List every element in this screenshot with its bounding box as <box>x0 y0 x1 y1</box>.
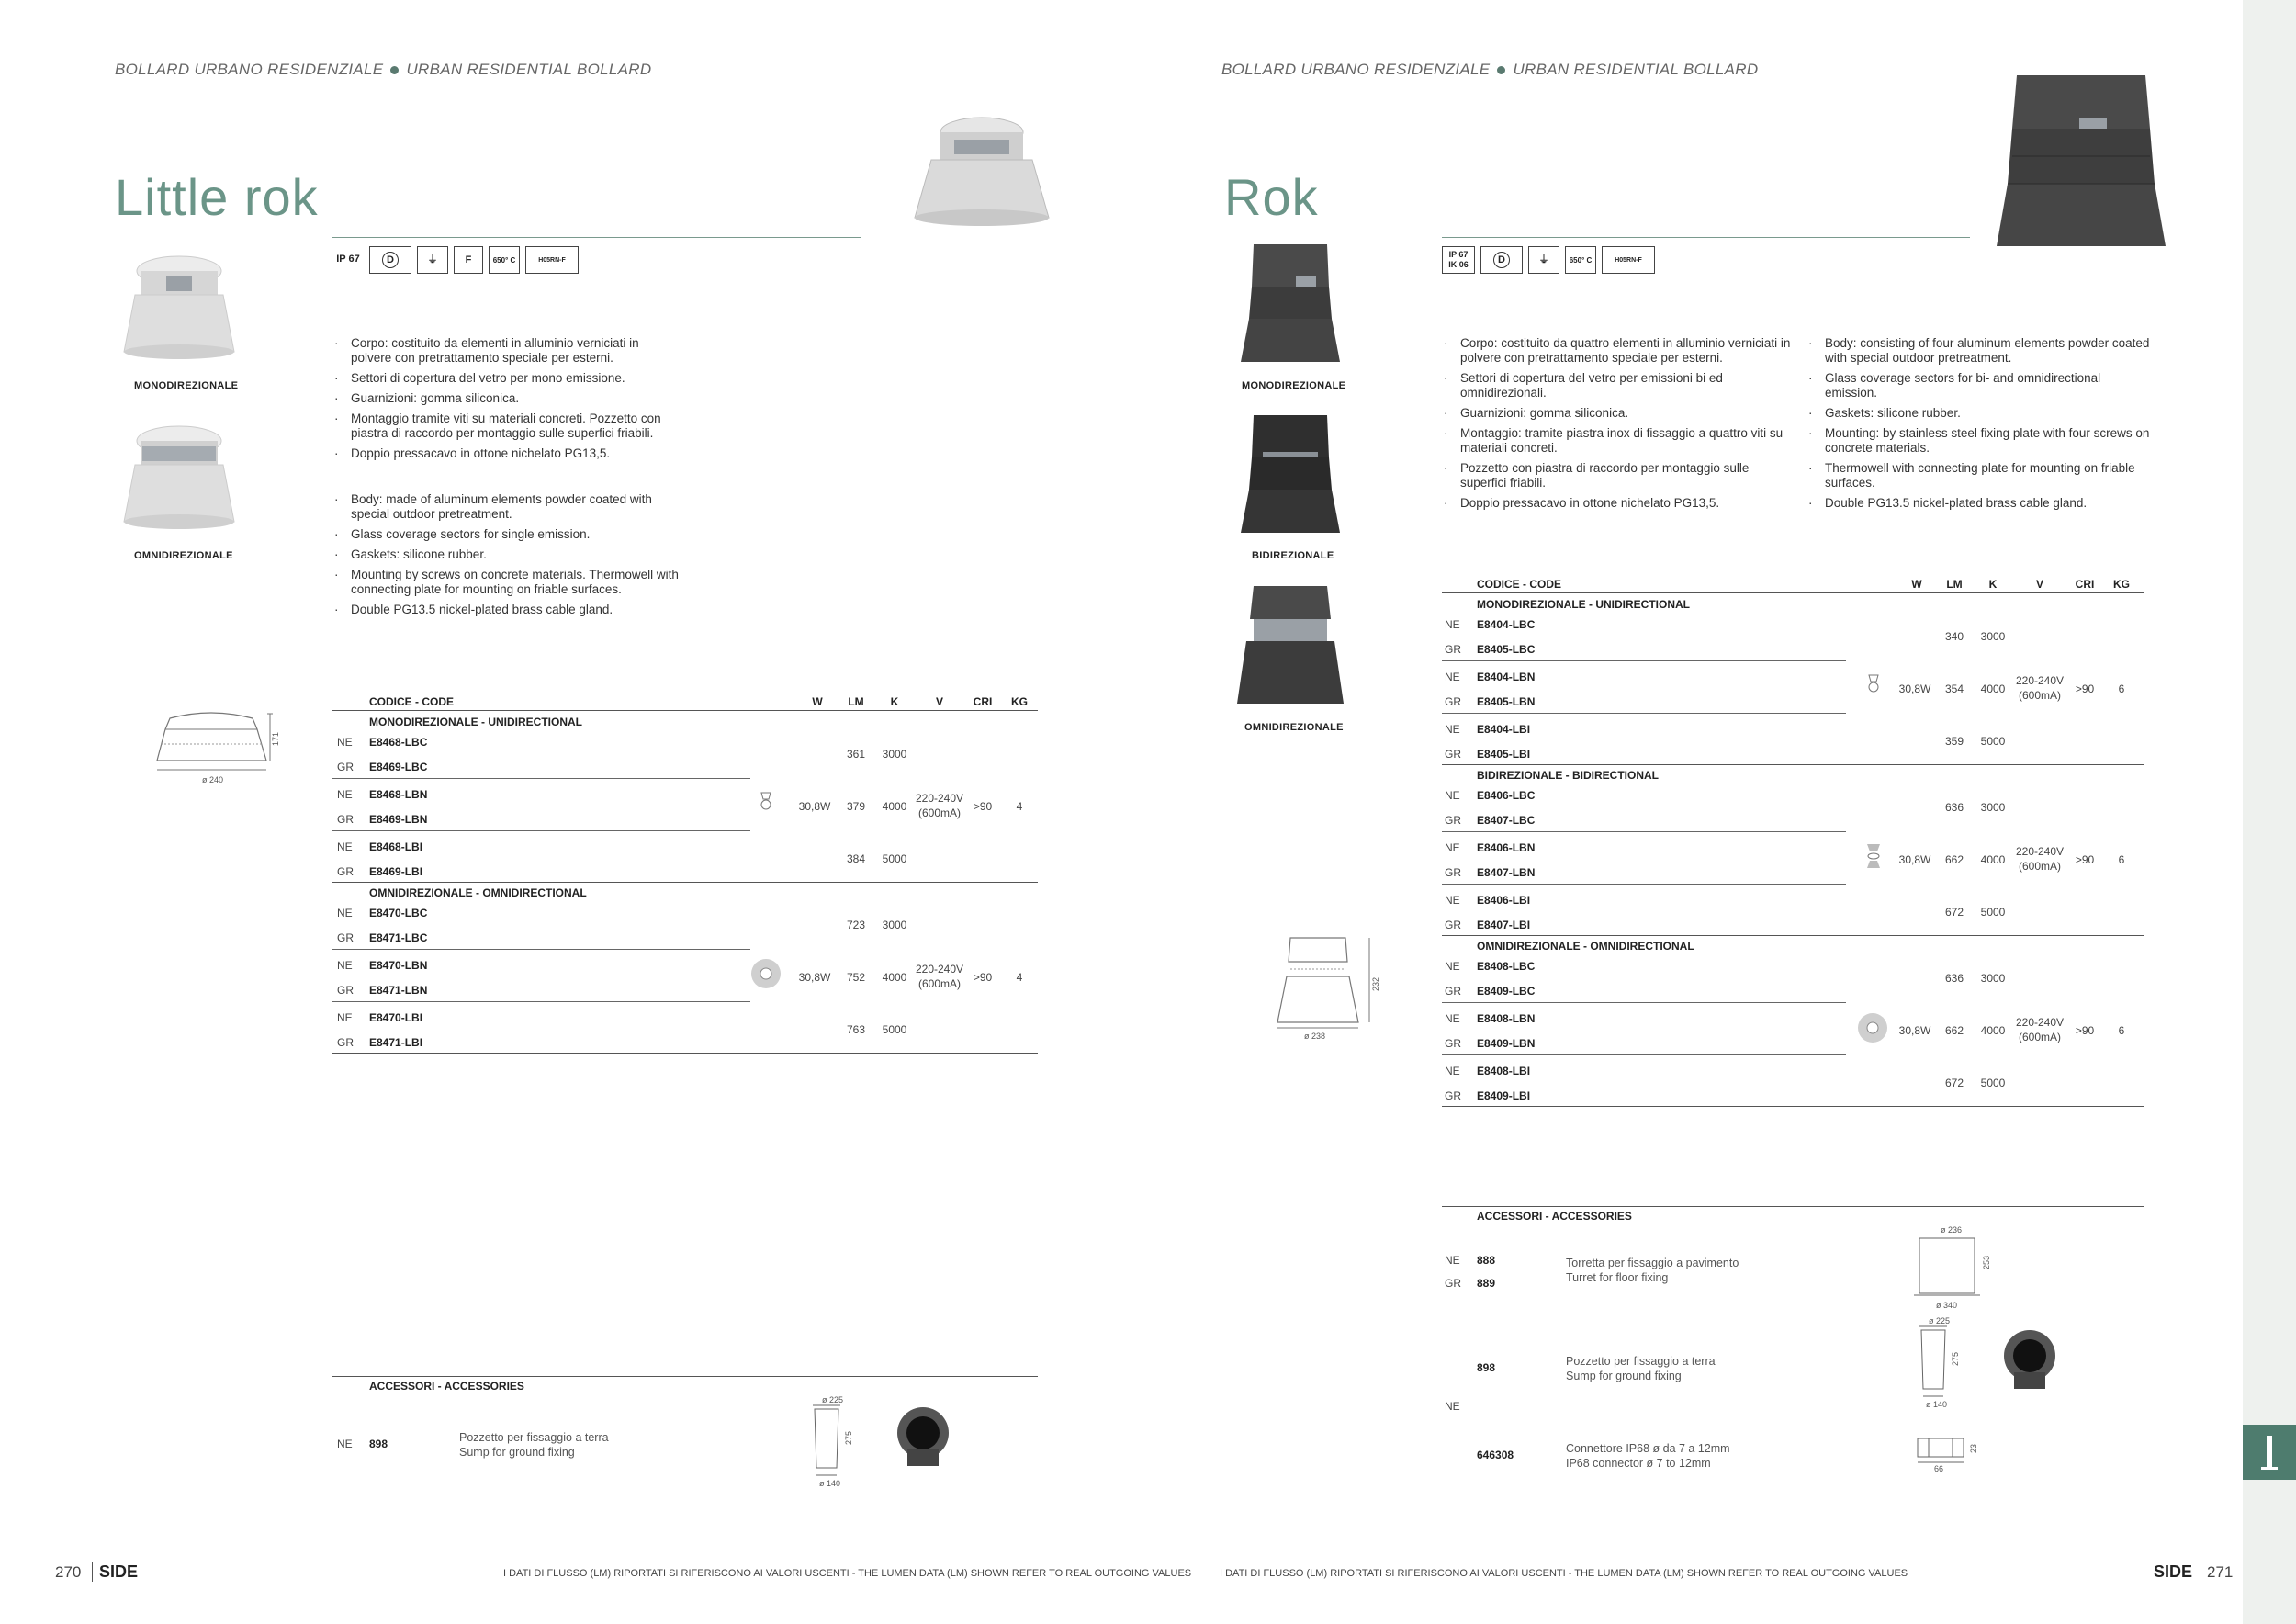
acc-finish: NE <box>337 1438 353 1450</box>
finish-cell: GR <box>337 813 354 826</box>
acc-code: 888 <box>1477 1254 1496 1267</box>
ip67-label: IP 67 <box>1448 250 1469 259</box>
v-cell: 220-240V <box>915 963 964 976</box>
right-variant-mono-image <box>1226 241 1355 369</box>
dim-label: 253 <box>1982 1255 1991 1269</box>
page-divider <box>92 1562 93 1582</box>
k-cell: 4000 <box>882 800 907 813</box>
left-variant-omni-label: OMNIDIREZIONALE <box>134 550 233 561</box>
bullet-item: · Mounting: by stainless steel fixing plate with four screws on concrete materials. <box>1806 426 2155 456</box>
dim-label: ø 225 <box>822 1395 844 1404</box>
cri-cell: >90 <box>2075 682 2095 695</box>
left-variant-mono-label: MONODIREZIONALE <box>134 380 239 391</box>
kg-cell: 4 <box>1016 800 1023 813</box>
k-cell: 4000 <box>1980 1024 2006 1037</box>
right-product-table <box>1442 576 2144 1109</box>
bullet-item: · Settori di copertura del vetro per mono emissione. <box>332 371 681 386</box>
left-footer-note: I DATI DI FLUSSO (LM) RIPORTATI SI RIFERISCONO AI VALORI USCENTI - THE LUMEN DATA (LM) SHOWN REFER TO REAL OUTGOING VALUES <box>503 1568 1192 1579</box>
cri-cell: >90 <box>973 800 993 813</box>
bullet-item: · Guarnizioni: gomma siliconica. <box>332 391 681 406</box>
finish-cell: GR <box>1445 1037 1461 1050</box>
col-cri: CRI <box>973 695 993 708</box>
acc-desc <box>1566 1256 1739 1285</box>
finish-cell: NE <box>337 959 353 972</box>
row-rule <box>332 949 750 950</box>
finish-cell: NE <box>337 907 353 919</box>
code-cell: E8468-LBI <box>369 840 423 853</box>
right-accessories-rule <box>1442 1206 2144 1207</box>
bullet-item: · Double PG13.5 nickel-plated brass cable gland. <box>332 603 681 617</box>
col-cri: CRI <box>2075 578 2095 591</box>
cri-cell: >90 <box>2075 1024 2095 1037</box>
code-cell: E8408-LBN <box>1477 1012 1536 1025</box>
row-rule <box>332 778 750 779</box>
code-cell: E8407-LBI <box>1477 919 1531 931</box>
code-cell: E8406-LBN <box>1477 841 1536 854</box>
section-title: BIDIREZIONALE - BIDIRECTIONAL <box>1477 769 1659 782</box>
col-code: CODICE - CODE <box>369 695 455 708</box>
lm-cell: 662 <box>1944 1024 1964 1037</box>
w-cell: 30,8W <box>798 971 831 984</box>
right-hero-product-image <box>1989 73 2173 257</box>
finish-cell: NE <box>1445 618 1460 631</box>
k-cell: 3000 <box>1980 801 2006 814</box>
col-k: K <box>890 695 899 708</box>
kg-cell: 4 <box>1016 971 1023 984</box>
sump-photo <box>891 1405 955 1470</box>
lm-cell: 672 <box>1944 906 1964 919</box>
finish-cell: GR <box>1445 866 1461 879</box>
section-title: MONODIREZIONALE - UNIDIRECTIONAL <box>1477 598 1690 611</box>
bullet-item: · Settori di copertura del vetro per emissioni bi ed omnidirezionali. <box>1442 371 1791 400</box>
code-cell: E8471-LBN <box>369 984 428 997</box>
right-accessories-title: ACCESSORI - ACCESSORIES <box>1477 1210 1632 1223</box>
left-drawing-width: ø 240 <box>202 775 224 784</box>
row-rule <box>1442 1054 1846 1055</box>
d-mark-label: D <box>382 252 399 268</box>
finish-cell: GR <box>1445 695 1461 708</box>
v-cell: 220-240V <box>2015 674 2065 687</box>
lm-cell: 636 <box>1944 972 1964 985</box>
acc-finish: NE <box>1445 1400 1460 1413</box>
lm-cell: 354 <box>1944 682 1964 695</box>
finish-cell: NE <box>337 788 353 801</box>
bullet-dot <box>390 66 399 74</box>
left-cert-icons <box>332 246 579 274</box>
row-rule <box>1442 660 1846 661</box>
lm-cell: 763 <box>846 1023 866 1036</box>
connector-drawing <box>1910 1433 1984 1473</box>
finish-cell: NE <box>1445 723 1460 736</box>
dim-label: ø 340 <box>1936 1301 1958 1310</box>
right-header-en: URBAN RESIDENTIAL BOLLARD <box>1513 61 1759 78</box>
lm-cell: 384 <box>846 852 866 865</box>
col-code: CODICE - CODE <box>1477 578 1562 591</box>
bullet-item: · Body: consisting of four aluminum elements powder coated with special outdoor pretreatment. <box>1806 336 2155 366</box>
row-rule <box>1442 884 1846 885</box>
ip67-icon: IP 67 <box>336 253 360 265</box>
code-cell: E8468-LBC <box>369 736 428 749</box>
ik06-label: IK 06 <box>1448 260 1469 269</box>
row-rule <box>332 830 750 831</box>
left-header-en: URBAN RESIDENTIAL BOLLARD <box>406 61 652 78</box>
kg-cell: 6 <box>2118 682 2125 695</box>
section-title: OMNIDIREZIONALE - OMNIDIRECTIONAL <box>369 886 587 899</box>
right-bullets-it <box>1442 336 1791 516</box>
cable-type-icon: H05RN-F <box>525 246 579 274</box>
section-rule <box>332 1053 1038 1054</box>
right-header <box>1221 61 1758 79</box>
acc-desc-en: Turret for floor fixing <box>1566 1271 1669 1284</box>
finish-cell: NE <box>337 1011 353 1024</box>
header-rule <box>332 710 1038 711</box>
w-cell: 30,8W <box>1898 682 1931 695</box>
sump-drawing <box>804 1394 868 1494</box>
right-title-rule <box>1442 237 1970 238</box>
code-cell: E8405-LBI <box>1477 748 1531 761</box>
bullet-item: · Glass coverage sectors for single emission. <box>332 527 681 542</box>
dim-label: ø 140 <box>1926 1400 1948 1409</box>
lm-cell: 672 <box>1944 1077 1964 1089</box>
v-cell-2: (600mA) <box>2018 1031 2061 1043</box>
section-title: MONODIREZIONALE - UNIDIRECTIONAL <box>369 716 582 728</box>
finish-cell: NE <box>1445 960 1460 973</box>
header-rule <box>1442 592 2144 593</box>
finish-cell: NE <box>1445 671 1460 683</box>
k-cell: 5000 <box>882 1023 907 1036</box>
w-cell: 30,8W <box>1898 853 1931 866</box>
acc-desc-it: Pozzetto per fissaggio a terra <box>459 1431 609 1444</box>
k-cell: 3000 <box>882 919 907 931</box>
d-mark-icon <box>369 246 411 274</box>
finish-cell: GR <box>337 1036 354 1049</box>
k-cell: 3000 <box>1980 630 2006 643</box>
right-variant-mono-label: MONODIREZIONALE <box>1242 380 1346 391</box>
right-bullets-en <box>1806 336 2155 516</box>
right-header-it: BOLLARD URBANO RESIDENZIALE <box>1221 61 1491 78</box>
section-rule <box>1442 1106 2144 1107</box>
col-w: W <box>812 695 823 708</box>
acc-code: 898 <box>1477 1361 1496 1374</box>
right-page-number: 271 <box>2207 1563 2234 1581</box>
acc-finish: NE <box>1445 1254 1460 1267</box>
right-variant-bi-label: BIDIREZIONALE <box>1252 550 1334 561</box>
left-header-it: BOLLARD URBANO RESIDENZIALE <box>115 61 384 78</box>
dim-label: ø 140 <box>819 1479 841 1488</box>
lm-cell: 752 <box>846 971 866 984</box>
code-cell: E8470-LBI <box>369 1011 423 1024</box>
kg-cell: 6 <box>2118 1024 2125 1037</box>
k-cell: 4000 <box>1980 853 2006 866</box>
earth-icon: ⏚ <box>1528 246 1559 274</box>
col-v: V <box>2035 578 2043 591</box>
f-mark-icon: F <box>454 246 483 274</box>
acc-desc-en: Sump for ground fixing <box>459 1446 575 1459</box>
finish-cell: GR <box>1445 919 1461 931</box>
code-cell: E8470-LBC <box>369 907 428 919</box>
col-v: V <box>935 695 943 708</box>
right-variant-omni-label: OMNIDIREZIONALE <box>1244 722 1344 733</box>
finish-cell: GR <box>1445 814 1461 827</box>
lm-cell: 636 <box>1944 801 1964 814</box>
row-rule <box>332 1001 750 1002</box>
code-cell: E8405-LBN <box>1477 695 1536 708</box>
acc-desc <box>1566 1441 1730 1471</box>
k-cell: 3000 <box>1980 972 2006 985</box>
code-cell: E8404-LBC <box>1477 618 1536 631</box>
bullet-item: · Guarnizioni: gomma siliconica. <box>1442 406 1791 421</box>
dim-label: ø 225 <box>1929 1316 1951 1325</box>
acc-code: 898 <box>369 1438 388 1450</box>
bullet-item: · Body: made of aluminum elements powder coated with special outdoor pretreatment. <box>332 492 681 522</box>
bi-emission-icon <box>1864 842 1883 870</box>
right-variant-bi-image <box>1226 412 1355 540</box>
code-cell: E8471-LBC <box>369 931 428 944</box>
section-tab[interactable] <box>2243 1425 2296 1480</box>
left-header <box>115 61 651 79</box>
col-lm: LM <box>1946 578 1963 591</box>
code-cell: E8471-LBI <box>369 1036 423 1049</box>
finish-cell: GR <box>1445 748 1461 761</box>
v-cell: 220-240V <box>2015 1016 2065 1029</box>
finish-cell: NE <box>1445 1065 1460 1077</box>
left-dimension-drawing <box>152 709 280 801</box>
lm-cell: 723 <box>846 919 866 931</box>
right-dimension-drawing <box>1272 932 1382 1043</box>
k-cell: 4000 <box>1980 682 2006 695</box>
d-mark-label: D <box>1493 252 1510 268</box>
sump-drawing <box>1910 1315 1975 1411</box>
section-title: OMNIDIREZIONALE - OMNIDIRECTIONAL <box>1477 940 1694 953</box>
bullet-item: · Doppio pressacavo in ottone nichelato PG13,5. <box>1442 496 1791 511</box>
acc-desc-en: Sump for ground fixing <box>1566 1370 1682 1382</box>
left-variant-omni-image <box>115 423 243 542</box>
bullet-item: · Glass coverage sectors for bi- and omnidirectional emission. <box>1806 371 2155 400</box>
code-cell: E8409-LBN <box>1477 1037 1536 1050</box>
bullet-item: · Double PG13.5 nickel-plated brass cable gland. <box>1806 496 2155 511</box>
dim-label: ø 236 <box>1941 1225 1963 1235</box>
acc-desc-it: Connettore IP68 ø da 7 a 12mm <box>1566 1442 1730 1455</box>
col-w: W <box>1911 578 1922 591</box>
omni-emission-icon <box>750 958 782 989</box>
acc-code: 889 <box>1477 1277 1496 1290</box>
section-rule <box>332 882 1038 883</box>
ip67-ik06-icon <box>1442 246 1475 274</box>
w-cell: 30,8W <box>798 800 831 813</box>
acc-desc-it: Torretta per fissaggio a pavimento <box>1566 1257 1739 1269</box>
bullet-item: · Mounting by screws on concrete materials. Thermowell with connecting plate for mounting on friable surfaces. <box>332 568 681 597</box>
finish-cell: GR <box>337 984 354 997</box>
code-cell: E8406-LBI <box>1477 894 1531 907</box>
finish-cell: GR <box>337 865 354 878</box>
right-drawing-height: 232 <box>1371 976 1380 991</box>
code-cell: E8409-LBI <box>1477 1089 1531 1102</box>
v-cell-2: (600mA) <box>917 977 961 990</box>
turret-drawing <box>1910 1224 1993 1312</box>
finish-cell: NE <box>1445 1012 1460 1025</box>
kg-cell: 6 <box>2118 853 2125 866</box>
left-product-table <box>332 694 1038 1061</box>
bullet-item: · Doppio pressacavo in ottone nichelato PG13,5. <box>332 446 681 461</box>
k-cell: 3000 <box>882 748 907 761</box>
finish-cell: GR <box>1445 985 1461 998</box>
right-cert-icons <box>1442 246 1655 274</box>
info-icon <box>2243 1425 2296 1480</box>
col-k: K <box>1988 578 1998 591</box>
k-cell: 5000 <box>1980 906 2006 919</box>
k-cell: 4000 <box>882 971 907 984</box>
acc-desc <box>1566 1354 1716 1383</box>
acc-desc-en: IP68 connector ø 7 to 12mm <box>1566 1457 1711 1470</box>
code-cell: E8468-LBN <box>369 788 428 801</box>
bullet-item: · Montaggio: tramite piastra inox di fissaggio a quattro viti su materiali concreti. <box>1442 426 1791 456</box>
finish-cell: GR <box>337 761 354 773</box>
col-kg: KG <box>1011 695 1028 708</box>
row-rule <box>1442 831 1846 832</box>
bullet-item: · Thermowell with connecting plate for mounting on friable surfaces. <box>1806 461 2155 491</box>
code-cell: E8407-LBC <box>1477 814 1536 827</box>
left-brand: SIDE <box>99 1562 139 1581</box>
lm-cell: 340 <box>1944 630 1964 643</box>
bullet-dot <box>1497 66 1505 74</box>
bullet-item: · Pozzetto con piastra di raccordo per montaggio sulle superfici friabili. <box>1442 461 1791 491</box>
lm-cell: 359 <box>1944 735 1964 748</box>
left-drawing-height: 171 <box>271 731 280 746</box>
cri-cell: >90 <box>2075 853 2095 866</box>
dim-label: 66 <box>1934 1464 1944 1473</box>
left-title-rule <box>332 237 861 238</box>
left-bullets-en <box>332 492 681 623</box>
v-cell-2: (600mA) <box>917 806 961 819</box>
glow-wire-icon: 650° C <box>1565 246 1596 274</box>
mono-emission-icon <box>759 791 773 811</box>
right-title: Rok <box>1224 168 1319 226</box>
left-variant-mono-image <box>115 253 243 372</box>
v-cell: 220-240V <box>2015 845 2065 858</box>
finish-cell: NE <box>337 840 353 853</box>
row-rule <box>1442 1002 1846 1003</box>
v-cell-2: (600mA) <box>2018 689 2061 702</box>
section-rule <box>1442 935 2144 936</box>
bullet-item: · Gaskets: silicone rubber. <box>1806 406 2155 421</box>
v-cell: 220-240V <box>915 792 964 805</box>
left-accessories-title: ACCESSORI - ACCESSORIES <box>369 1380 524 1393</box>
right-variant-omni-image <box>1226 579 1355 716</box>
v-cell-2: (600mA) <box>2018 860 2061 873</box>
acc-desc-it: Pozzetto per fissaggio a terra <box>1566 1355 1716 1368</box>
code-cell: E8469-LBN <box>369 813 428 826</box>
d-mark-icon <box>1480 246 1523 274</box>
k-cell: 5000 <box>882 852 907 865</box>
bullet-item: · Gaskets: silicone rubber. <box>332 547 681 562</box>
cable-type-icon: H05RN-F <box>1602 246 1655 274</box>
left-bullets-it <box>332 336 681 467</box>
code-cell: E8404-LBI <box>1477 723 1531 736</box>
finish-cell: GR <box>337 931 354 944</box>
k-cell: 5000 <box>1980 735 2006 748</box>
sump-photo <box>1998 1328 2062 1393</box>
code-cell: E8469-LBI <box>369 865 423 878</box>
right-footer-note: I DATI DI FLUSSO (LM) RIPORTATI SI RIFERISCONO AI VALORI USCENTI - THE LUMEN DATA (LM) SHOWN REFER TO REAL OUTGOING VALUES <box>1220 1568 1908 1579</box>
earth-icon: ⏚ <box>417 246 448 274</box>
dim-label: 275 <box>1951 1351 1960 1366</box>
lm-cell: 361 <box>846 748 866 761</box>
bullet-item: · Corpo: costituito da elementi in alluminio verniciati in polvere con pretrattamento speciale per esterni. <box>332 336 681 366</box>
code-cell: E8470-LBN <box>369 959 428 972</box>
row-rule <box>1442 713 1846 714</box>
left-accessories-rule <box>332 1376 1038 1377</box>
section-rule <box>1442 764 2144 765</box>
finish-cell: NE <box>1445 841 1460 854</box>
left-title: Little rok <box>115 168 319 226</box>
left-hero-product-image <box>904 112 1060 230</box>
right-drawing-width: ø 238 <box>1304 1032 1326 1041</box>
lm-cell: 662 <box>1944 853 1964 866</box>
right-brand: SIDE <box>2154 1562 2193 1581</box>
finish-cell: NE <box>1445 789 1460 802</box>
code-cell: E8408-LBI <box>1477 1065 1531 1077</box>
acc-finish: GR <box>1445 1277 1461 1290</box>
finish-cell: NE <box>1445 894 1460 907</box>
acc-code: 646308 <box>1477 1449 1514 1461</box>
finish-cell: GR <box>1445 1089 1461 1102</box>
code-cell: E8404-LBN <box>1477 671 1536 683</box>
finish-cell: NE <box>337 736 353 749</box>
code-cell: E8469-LBC <box>369 761 428 773</box>
dim-label: 23 <box>1969 1443 1978 1453</box>
mono-emission-icon <box>1866 673 1881 694</box>
col-kg: KG <box>2113 578 2130 591</box>
omni-emission-icon <box>1857 1012 1888 1043</box>
left-page-number: 270 <box>55 1563 82 1581</box>
k-cell: 5000 <box>1980 1077 2006 1089</box>
right-sidebar <box>2243 0 2296 1624</box>
finish-cell: GR <box>1445 643 1461 656</box>
code-cell: E8408-LBC <box>1477 960 1536 973</box>
dim-label: 275 <box>844 1430 853 1445</box>
code-cell: E8409-LBC <box>1477 985 1536 998</box>
bullet-item: · Corpo: costituito da quattro elementi in alluminio verniciati in polvere con pretrattamento speciale per esterni. <box>1442 336 1791 366</box>
acc-desc <box>459 1430 609 1460</box>
col-lm: LM <box>848 695 864 708</box>
bullet-item: · Montaggio tramite viti su materiali concreti. Pozzetto con piastra di raccordo per montaggio sulle superfici friabili. <box>332 412 681 441</box>
code-cell: E8406-LBC <box>1477 789 1536 802</box>
lm-cell: 379 <box>846 800 866 813</box>
cri-cell: >90 <box>973 971 993 984</box>
code-cell: E8405-LBC <box>1477 643 1536 656</box>
glow-wire-icon: 650° C <box>489 246 520 274</box>
code-cell: E8407-LBN <box>1477 866 1536 879</box>
w-cell: 30,8W <box>1898 1024 1931 1037</box>
